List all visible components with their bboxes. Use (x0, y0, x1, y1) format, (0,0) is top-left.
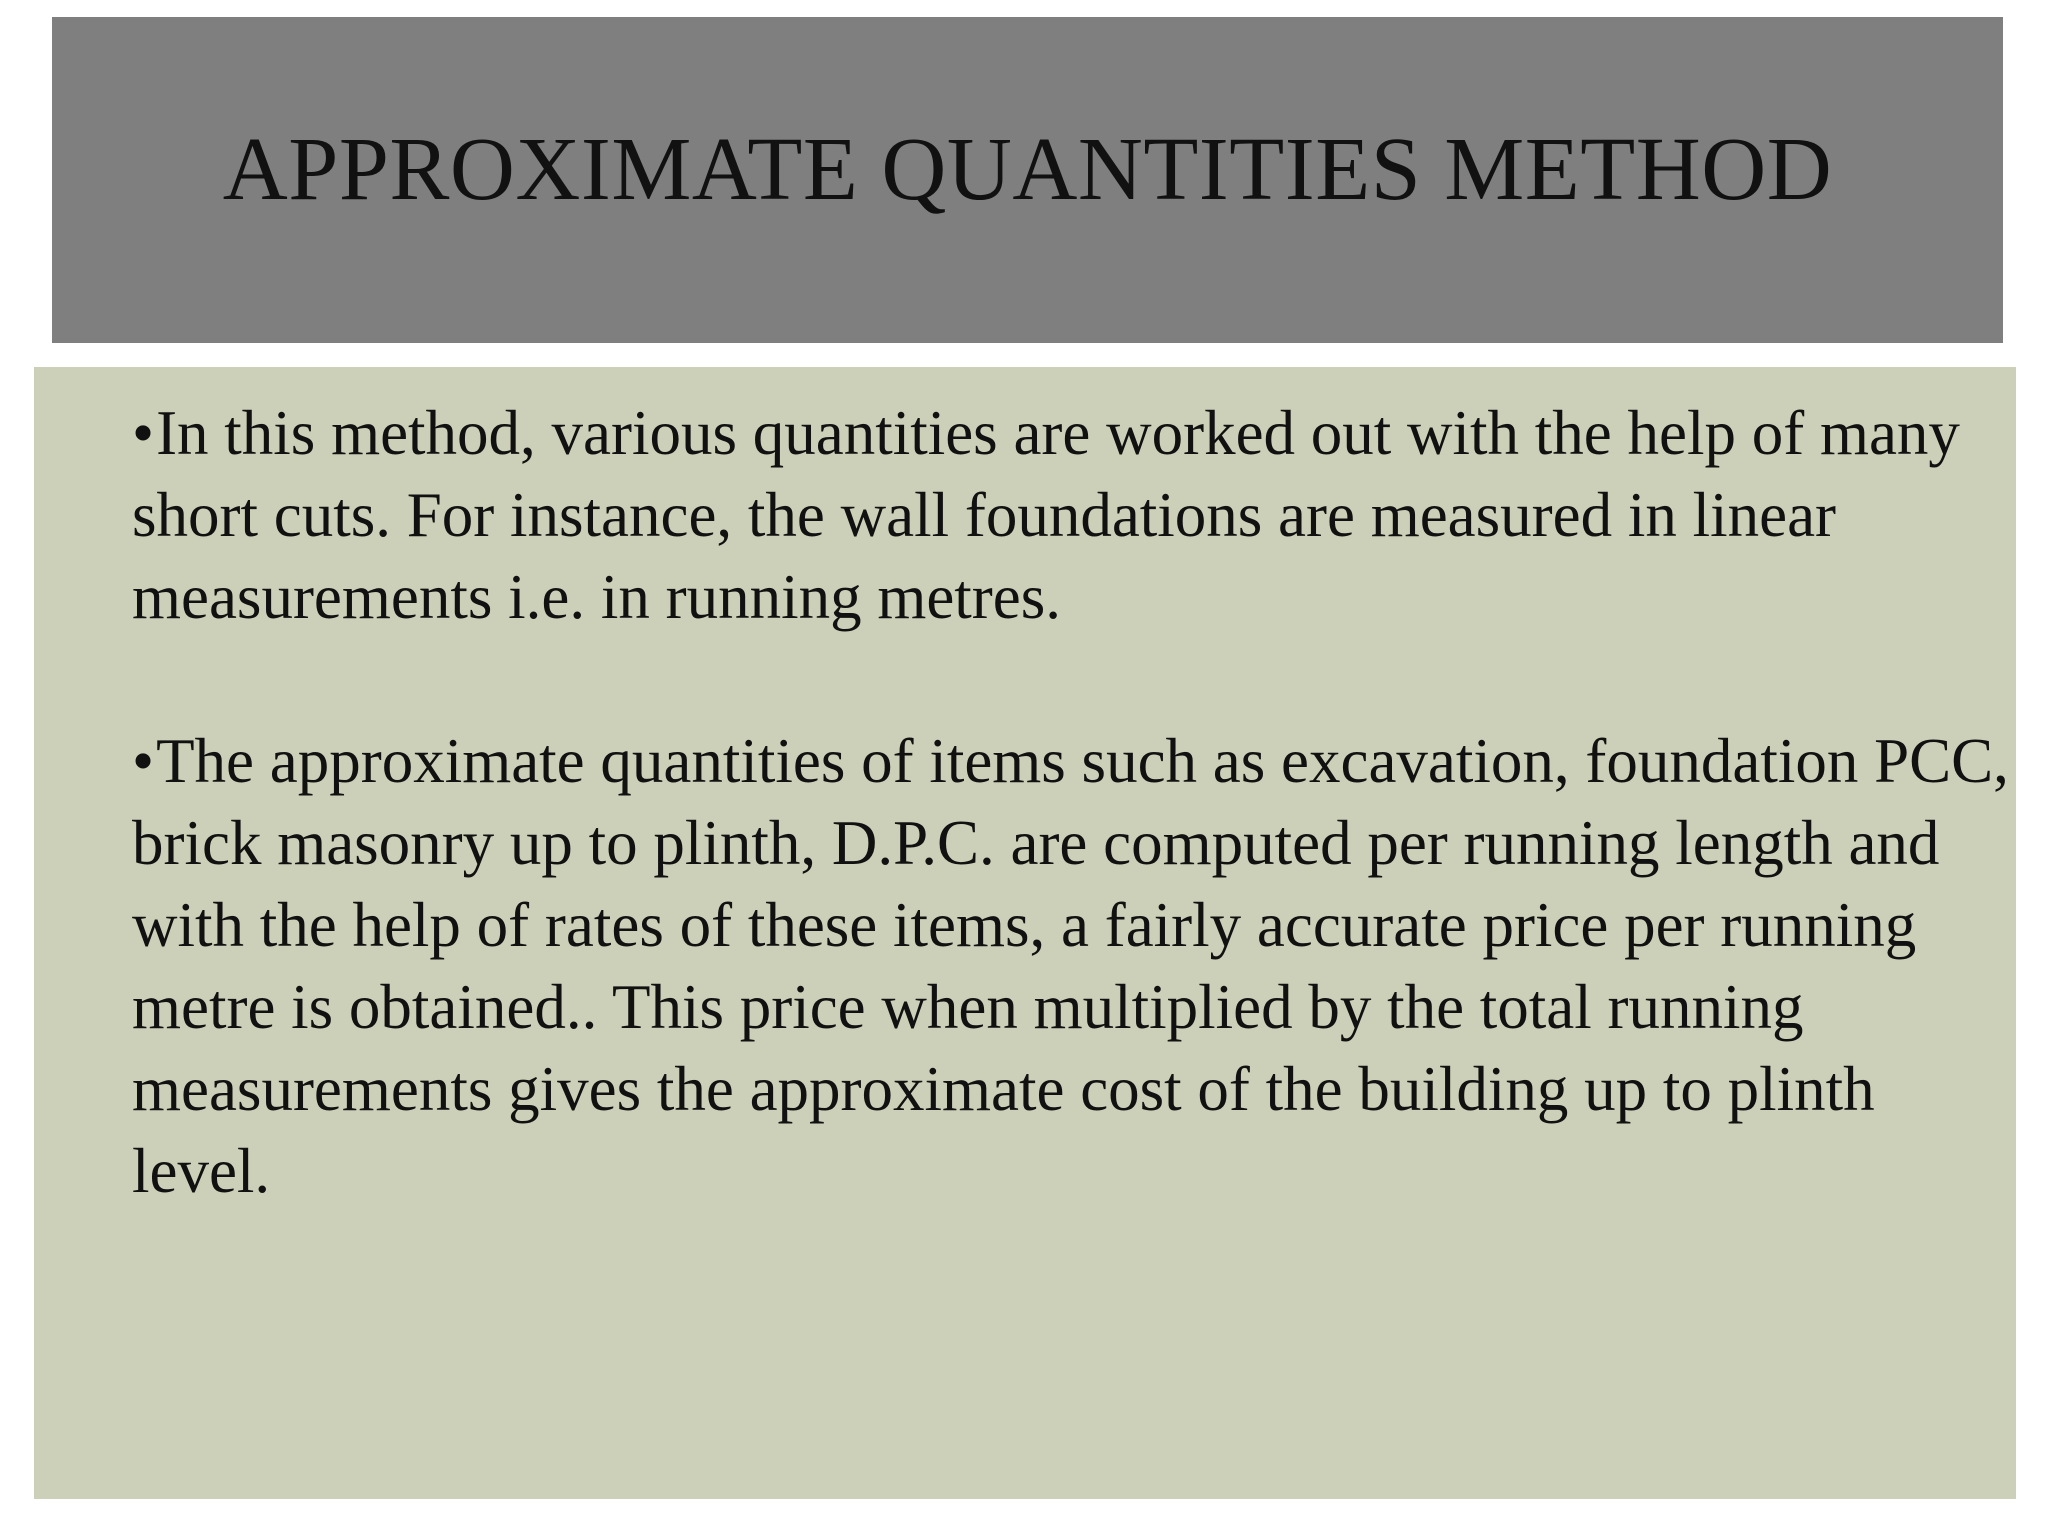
bullet-text: The approximate quantities of items such as excavation, foundation PCC, brick masonry up to plinth, D.P.C. are computed per running length and with the help of rates of these items, a fairly accurate price per running metre is obtained.. This price when multiplied by the total running measurements gives the approximate cost of the building up to plinth level. (132, 726, 2009, 1206)
bullet-marker: • (132, 398, 155, 468)
content-panel (34, 367, 2016, 1499)
bullet-item-2 (132, 720, 2012, 1212)
slide-title: APPROXIMATE QUANTITIES METHOD (222, 120, 1833, 219)
title-band (52, 17, 2003, 343)
bullet-item-1 (132, 392, 2012, 638)
bullet-marker: • (132, 726, 155, 796)
bullet-text: In this method, various quantities are worked out with the help of many short cuts. For instance, the wall foundations are measured in linear measurements i.e. in running metres. (132, 398, 1960, 632)
